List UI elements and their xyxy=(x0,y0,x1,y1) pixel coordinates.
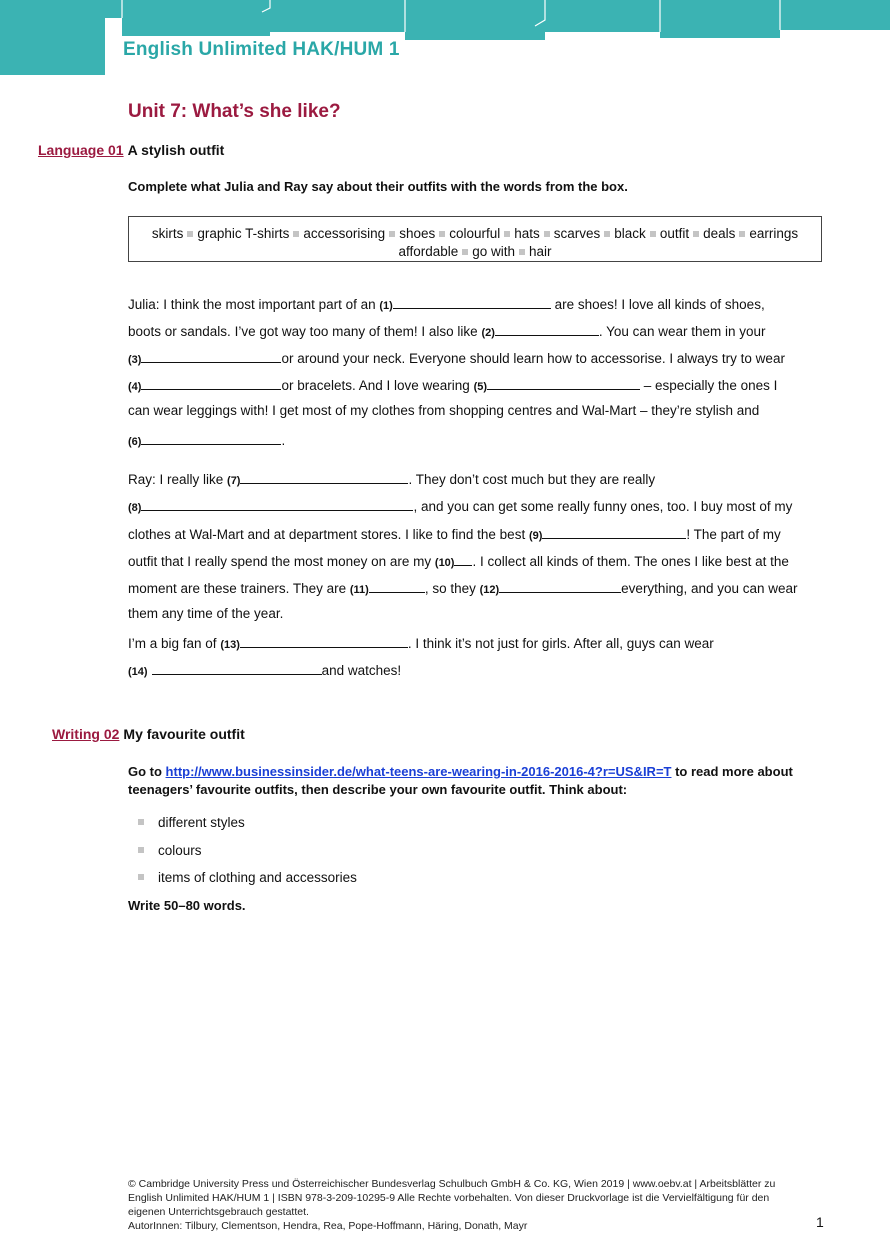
gapfill-line: (6) . xyxy=(128,430,285,448)
gap-blank[interactable] xyxy=(141,496,413,511)
section-writing-title: My favourite outfit xyxy=(123,726,245,742)
gap-number: (8) xyxy=(128,502,142,514)
gap-blank[interactable] xyxy=(499,578,621,593)
gap-blank[interactable] xyxy=(542,524,686,539)
gap-number: (14) xyxy=(128,666,148,678)
gap-blank[interactable] xyxy=(141,375,281,390)
gap-number: (2) xyxy=(481,327,495,339)
gapfill-line: (14) and watches! xyxy=(128,660,401,678)
gap-number: (5) xyxy=(473,381,488,393)
gap-number: (6) xyxy=(128,436,142,448)
article-link[interactable]: http://www.businessinsider.de/what-teens-are-wearing-in-2016-2016-4?r=US&IR=T xyxy=(165,764,672,779)
bullet-square-icon xyxy=(138,819,144,825)
word-item: outfit xyxy=(659,226,690,241)
unit-title: Unit 7: What’s she like? xyxy=(128,101,341,122)
word-item: hats xyxy=(514,226,540,241)
bullet-square-icon xyxy=(138,874,144,880)
header-band-shape xyxy=(0,0,890,75)
section-language-label[interactable]: Language 01 xyxy=(38,142,124,158)
gapfill-line: Ray: I really like (7) . They don’t cost much but they are really xyxy=(128,469,655,487)
gapfill-line: boots or sandals. I’ve got way too many of them! I also like (2) . You can wear them in your xyxy=(128,321,766,339)
gap-blank[interactable] xyxy=(141,430,281,445)
gapfill-line: Julia: I think the most important part of an (1) are shoes! I love all kinds of shoes, xyxy=(128,294,765,312)
list-item: items of clothing and accessories xyxy=(138,868,357,896)
gap-blank[interactable] xyxy=(152,660,322,675)
authors-text: AutorInnen: Tilbury, Clementson, Hendra, Rea, Pope-Hoffmann, Häring, Donath, Mayr xyxy=(128,1220,528,1232)
gap-blank[interactable] xyxy=(495,321,599,336)
word-item: affordable xyxy=(398,244,459,259)
word-item: colourful xyxy=(449,226,501,241)
section-language-title: A stylish outfit xyxy=(127,142,225,158)
gapfill-line: (3) or around your neck. Everyone should learn how to accessorise. I always try to wear xyxy=(128,348,785,366)
gapfill-line: I’m a big fan of (13) . I think it’s not just for girls. After all, guys can wear xyxy=(128,633,714,651)
gap-number: (10) xyxy=(434,557,455,569)
word-item: graphic T-shirts xyxy=(197,226,290,241)
bullet-square-icon xyxy=(138,847,144,853)
section-writing-heading xyxy=(52,726,245,742)
gap-number: (4) xyxy=(128,381,142,393)
page-number: 1 xyxy=(816,1214,824,1230)
gap-number: (7) xyxy=(227,475,241,487)
think-about-list xyxy=(138,813,357,896)
gap-blank[interactable] xyxy=(240,633,408,648)
section-language-heading xyxy=(38,142,224,158)
word-item: accessorising xyxy=(303,226,386,241)
gapfill-line: clothes at Wal-Mart and at department stores. I like to find the best (9) ! The part of my xyxy=(128,524,781,542)
gap-blank[interactable] xyxy=(369,578,425,593)
gap-blank[interactable] xyxy=(487,375,640,390)
gapfill-line: them any time of the year. xyxy=(128,606,284,621)
word-item: shoes xyxy=(399,226,436,241)
footer xyxy=(128,1177,808,1233)
section-writing-label[interactable]: Writing 02 xyxy=(52,726,120,742)
gap-number: (3) xyxy=(128,354,142,366)
list-item: different styles xyxy=(138,813,357,841)
word-item: earrings xyxy=(749,226,799,241)
book-title: English Unlimited HAK/HUM 1 xyxy=(123,39,400,60)
word-item: black xyxy=(614,226,646,241)
gap-number: (9) xyxy=(528,530,543,542)
word-item: scarves xyxy=(553,226,601,241)
list-item: colours xyxy=(138,841,357,869)
word-box xyxy=(128,216,822,262)
word-count-instruction: Write 50–80 words. xyxy=(128,898,246,913)
gap-blank[interactable] xyxy=(141,348,281,363)
writing-instruction: Go to http://www.businessinsider.de/what-teens-are-wearing-in-2016-2016-4?r=US&IR=T to read more about teenagers’ favourite outfits, then describe your own favourite outfit. Think about: xyxy=(128,764,793,797)
word-item: skirts xyxy=(151,226,184,241)
gap-blank[interactable] xyxy=(240,469,408,484)
gapfill-line: outfit that I really spend the most money on are my (10) . I collect all kinds of them. The ones I like best at the xyxy=(128,551,789,569)
gap-number: (11) xyxy=(349,584,369,596)
word-item: deals xyxy=(703,226,736,241)
gapfill-line: moment are these trainers. They are (11) , so they (12) everything, and you can wear xyxy=(128,578,798,596)
gap-number: (12) xyxy=(479,584,500,596)
gapfill-line: (8) , and you can get some really funny ones, too. I buy most of my xyxy=(128,496,792,514)
gap-blank[interactable] xyxy=(454,551,472,566)
gapfill-line: (4) or bracelets. And I love wearing (5) – especially the ones I xyxy=(128,375,777,393)
gap-blank[interactable] xyxy=(393,294,551,309)
gapfill-line: can wear leggings with! I get most of my clothes from shopping centres and Wal-Mart – they’re stylish and xyxy=(128,403,760,418)
language-instruction: Complete what Julia and Ray say about their outfits with the words from the box. xyxy=(128,179,628,194)
word-item: go with xyxy=(472,244,516,259)
copyright-text: © Cambridge University Press und Österreichischer Bundesverlag Schulbuch GmbH & Co. KG, Wien 2019 | www.oebv.at | Arbeitsblätter zu English Unlimited HAK/HUM 1 | ISBN 978-3-209-10295-9 Alle Rechte vorbehalten. Von dieser Druckvorlage ist die Vervielfältigung für den eigenen Unterrichtsgebrauch gestattet. xyxy=(128,1178,776,1218)
gap-number: (1) xyxy=(379,300,393,312)
gap-number: (13) xyxy=(220,639,240,651)
word-item: hair xyxy=(529,244,552,259)
